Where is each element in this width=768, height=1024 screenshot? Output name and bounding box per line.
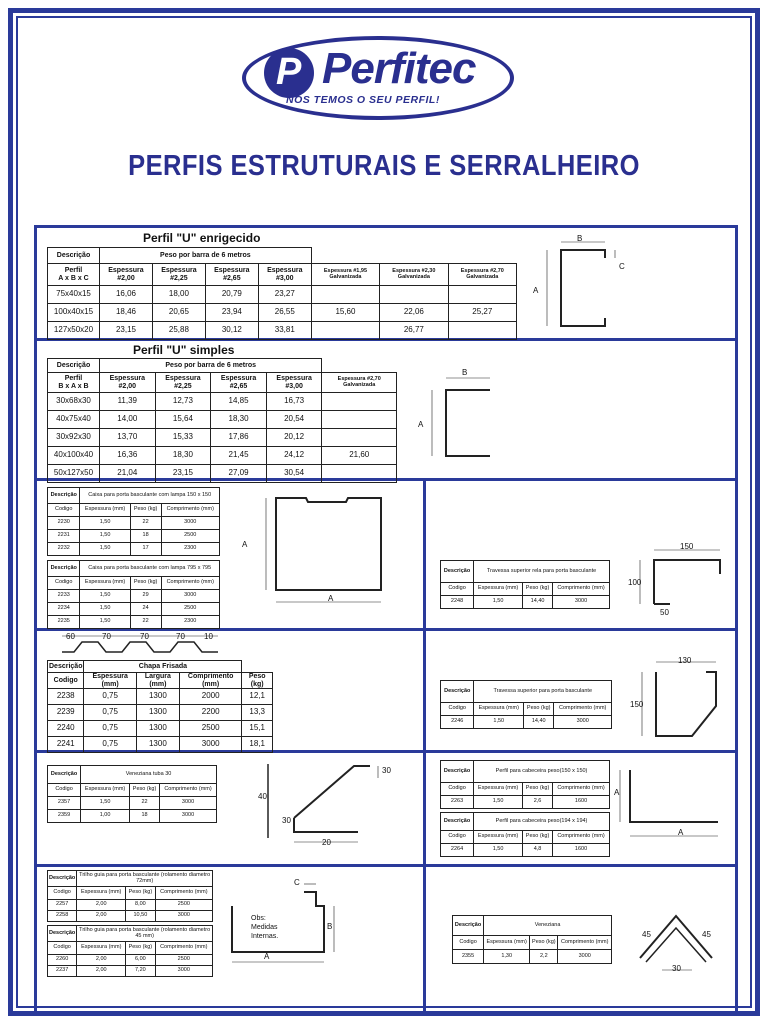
table-row: 30x68x30 11,39 12,73 14,85 16,73 xyxy=(48,393,397,411)
table-row: 2233 1,50 29 3000 xyxy=(48,590,220,603)
dim: 70 xyxy=(176,632,185,641)
table-row: 2248 1,50 14,40 3000 xyxy=(441,596,610,609)
thickness-header: Espessura #2,70 Galvanizada xyxy=(322,373,397,393)
trilho-table-1: Descrição Trilho guia para porta basculante (rolamento diametro 72mm) Codigo Espessura (mm) Peso (kg) Comprimento (mm) 2257 2,00 8,00 2500 2258 2,00 10,50 3000 xyxy=(47,870,213,922)
dim-mid: 30 xyxy=(282,816,291,825)
table-title: Caixa para porta basculante com lampa 795 x 795 xyxy=(80,561,220,577)
dim-a: A xyxy=(678,828,684,837)
table-row: 2246 1,50 14,40 3000 xyxy=(441,716,612,729)
dim-bottom: 20 xyxy=(322,838,331,847)
table-row: 2238 0,75 1300 2000 12,1 xyxy=(48,689,273,705)
thickness-header: Espessura #3,00 xyxy=(258,264,311,286)
thickness-header: Espessura #3,00 xyxy=(266,373,322,393)
table-row: 2235 1,50 22 2300 xyxy=(48,616,220,629)
table-row: 2239 0,75 1300 2200 13,3 xyxy=(48,705,273,721)
dim-a: A xyxy=(328,594,334,603)
thickness-header: Espessura #2,00 xyxy=(100,373,156,393)
dim-bottom: 50 xyxy=(660,608,669,617)
table-title: Veneziana xyxy=(484,916,612,936)
dim-a: A xyxy=(242,540,248,549)
table-row: 2355 1,30 2,2 3000 xyxy=(453,950,612,964)
dim-side: 150 xyxy=(630,700,644,709)
desc-cell: Descrição xyxy=(48,766,81,784)
table-row: 2234 1,50 24 2500 xyxy=(48,603,220,616)
travessa2-diagram xyxy=(626,656,726,748)
logo-tagline: NÓS TEMOS O SEU PERFIL! xyxy=(286,94,440,106)
veneziana30-table: Descrição Veneziana tuba 30 Codigo Espessura (mm) Peso (kg) Comprimento (mm) 2357 1,50 22 3000 2359 1,00 18 3000 xyxy=(47,765,217,823)
desc-cell: Descrição xyxy=(453,916,484,936)
desc-cell: Descrição xyxy=(441,681,474,703)
thickness-header: Espessura #2,70 Galvanizada xyxy=(448,264,516,286)
table-row: 75x40x15 16,06 18,00 20,79 23,27 xyxy=(48,286,517,304)
table-row: 30x92x30 13,70 15,33 17,86 20,12 xyxy=(48,429,397,447)
travessa1-diagram xyxy=(620,540,730,620)
table-row: 50x127x50 21,04 23,15 27,09 30,54 xyxy=(48,465,397,483)
u-enrijecido-title: Perfil "U" enrigecido xyxy=(143,231,261,245)
dim-bottom: 30 xyxy=(672,964,681,973)
dim: 70 xyxy=(102,632,111,641)
table-row: 2264 1,50 4,8 1600 xyxy=(441,844,610,857)
table-row: 2237 2,00 7,20 3000 xyxy=(48,966,213,977)
dim-side: 100 xyxy=(628,578,642,587)
u-simples-table xyxy=(47,358,397,483)
dim-a: A xyxy=(418,420,424,429)
veneziana-diagram xyxy=(632,906,732,976)
u-simples-diagram xyxy=(412,364,502,464)
desc-cell: Descrição xyxy=(441,813,474,831)
table-title: Veneziana tuba 30 xyxy=(81,766,217,784)
thickness-header: Espessura #2,30 Galvanizada xyxy=(380,264,448,286)
dim-top: 130 xyxy=(678,656,692,665)
weight-header: Peso por barra de 6 metros xyxy=(100,359,322,373)
dim-b: B xyxy=(577,234,583,243)
perfil-cell: Perfil A x B x C xyxy=(48,264,100,286)
trilho-table-2: Descrição Trilho guia para porta basculante (rolamento diametro 45 mm) Codigo Espessura (mm) Peso (kg) Comprimento (mm) 2260 2,00 6,00 2500 2237 2,00 7,20 3000 xyxy=(47,925,213,977)
desc-cell: Descrição xyxy=(48,871,77,887)
table-title: Chapa Frisada xyxy=(84,661,242,673)
desc-cell: Descrição xyxy=(48,661,84,673)
caixa-diagram xyxy=(236,490,396,610)
table-row: 127x50x20 23,15 25,88 30,12 33,81 26,77 xyxy=(48,322,517,340)
travessa1-table: Descrição Travessa superior rela para porta basculante Codigo Espessura (mm) Peso (kg) Comprimento (mm) 2248 1,50 14,40 3000 xyxy=(440,560,610,609)
dim: 10 xyxy=(204,632,213,641)
u-enrijecido-table xyxy=(47,247,517,340)
table-title: Travessa superior rela para porta basculante xyxy=(474,561,610,583)
trilho-diagram xyxy=(224,878,344,968)
table-title: Trilho guia para porta basculante (rolamento diametro 45 mm) xyxy=(77,926,213,942)
dim-c: C xyxy=(294,878,300,887)
caixa-table-1: Descrição Caixa para porta basculante com lampa 150 x 150 Codigo Espessura (mm) Peso (kg) Comprimento (mm) 2230 1,50 22 3000 2231 1,50 18 2500 2232 1,50 17 2300 xyxy=(47,487,220,556)
dim-c: C xyxy=(619,262,625,271)
logo-name: Perfitec xyxy=(322,44,476,93)
desc-cell: Descrição xyxy=(441,561,474,583)
dim-left: 45 xyxy=(642,930,651,939)
dim: 60 xyxy=(66,632,75,641)
table-row: 2240 0,75 1300 2500 15,1 xyxy=(48,721,273,737)
thickness-header: Espessura #2,65 xyxy=(211,373,267,393)
cantoneira-table-1: Descrição Perfil para cabeceira peso(150 x 150) Codigo Espessura (mm) Peso (kg) Comprimento (mm) 2263 1,50 2,6 1600 xyxy=(440,760,610,809)
divider xyxy=(34,864,738,867)
dim-top: 150 xyxy=(680,542,694,551)
dim: 70 xyxy=(140,632,149,641)
trilho-obs: Obs: Medidas Internas. xyxy=(251,915,279,940)
table-row: 2263 1,50 2,6 1600 xyxy=(441,796,610,809)
thickness-header: Espessura #2,25 xyxy=(155,373,211,393)
veneziana30-diagram xyxy=(258,758,398,848)
table-title: Travessa superior para porta basculante xyxy=(474,681,612,703)
veneziana-table: Descrição Veneziana Codigo Espessura (mm) Peso (kg) Comprimento (mm) 2355 1,30 2,2 3000 xyxy=(452,915,612,964)
u-enrijecido-diagram xyxy=(527,234,637,334)
table-title: Perfil para cabeceira peso(150 x 150) xyxy=(474,761,610,783)
desc-cell: Descrição xyxy=(48,926,77,942)
perfil-cell: Perfil B x A x B xyxy=(48,373,100,393)
dim-b: B xyxy=(327,922,333,931)
thickness-header: Espessura #2,25 xyxy=(152,264,205,286)
table-row: 2241 0,75 1300 3000 18,1 xyxy=(48,737,273,753)
table-row: 2357 1,50 22 3000 xyxy=(48,797,217,810)
divider xyxy=(423,478,426,1015)
table-row: 2231 1,50 18 2500 xyxy=(48,530,220,543)
table-row: 2258 2,00 10,50 3000 xyxy=(48,911,213,922)
logo xyxy=(242,36,514,120)
table-row: 2260 2,00 6,00 2500 xyxy=(48,955,213,966)
desc-cell: Descrição xyxy=(48,248,100,264)
desc-cell: Descrição xyxy=(48,561,80,577)
thickness-header: Espessura #1,95 Galvanizada xyxy=(311,264,379,286)
table-row: 2257 2,00 8,00 2500 xyxy=(48,900,213,911)
table-row: 2359 1,00 18 3000 xyxy=(48,810,217,823)
table-title: Caixa para porta basculante com lampa 150 x 150 xyxy=(80,488,220,504)
dim-b: B xyxy=(462,368,468,377)
desc-cell: Descrição xyxy=(48,359,100,373)
chapa-table: Descrição Chapa Frisada Codigo Espessura (mm) Largura (mm) Comprimento (mm) Peso (kg) 2238 0,75 1300 2000 12,1 2239 0,75 1300 2200 13,3 2240 0,75 1300 2500 15,1 2241 0,75 1300 3000 18,1 xyxy=(47,660,273,753)
caixa-table-2: Descrição Caixa para porta basculante com lampa 795 x 795 Codigo Espessura (mm) Peso (kg) Comprimento (mm) 2233 1,50 29 3000 2234 1,50 24 2500 2235 1,50 22 2300 xyxy=(47,560,220,629)
dim-a: A xyxy=(533,286,539,295)
table-row: 2232 1,50 17 2300 xyxy=(48,543,220,556)
travessa2-table: Descrição Travessa superior para porta basculante Codigo Espessura (mm) Peso (kg) Comprimento (mm) 2246 1,50 14,40 3000 xyxy=(440,680,612,729)
dim-a: A xyxy=(264,952,270,961)
table-row: 40x100x40 16,36 18,30 21,45 24,12 21,60 xyxy=(48,447,397,465)
logo-emblem-icon xyxy=(264,48,314,98)
page-title: PERFIS ESTRUTURAIS E SERRALHEIRO xyxy=(128,150,640,182)
table-title: Trilho guia para porta basculante (rolamento diametro 72mm) xyxy=(77,871,213,887)
dim-right: 45 xyxy=(702,930,711,939)
table-title: Perfil para cabeceira peso(194 x 194) xyxy=(474,813,610,831)
dim-left: 40 xyxy=(258,792,267,801)
cantoneira-diagram xyxy=(614,760,724,850)
table-row: 100x40x15 18,46 20,65 23,94 26,55 15,60 22,06 25,27 xyxy=(48,304,517,322)
desc-cell: Descrição xyxy=(48,488,80,504)
desc-cell: Descrição xyxy=(441,761,474,783)
u-simples-title: Perfil "U" simples xyxy=(133,343,235,357)
thickness-header: Espessura #2,00 xyxy=(100,264,153,286)
thickness-header: Espessura #2,65 xyxy=(205,264,258,286)
table-row: 40x75x40 14,00 15,64 18,30 20,54 xyxy=(48,411,397,429)
weight-header: Peso por barra de 6 metros xyxy=(100,248,312,264)
dim-top: 30 xyxy=(382,766,391,775)
table-row: 2230 1,50 22 3000 xyxy=(48,517,220,530)
dim-a: A xyxy=(614,788,620,797)
cantoneira-table-2: Descrição Perfil para cabeceira peso(194 x 194) Codigo Espessura (mm) Peso (kg) Comprimento (mm) 2264 1,50 4,8 1600 xyxy=(440,812,610,857)
